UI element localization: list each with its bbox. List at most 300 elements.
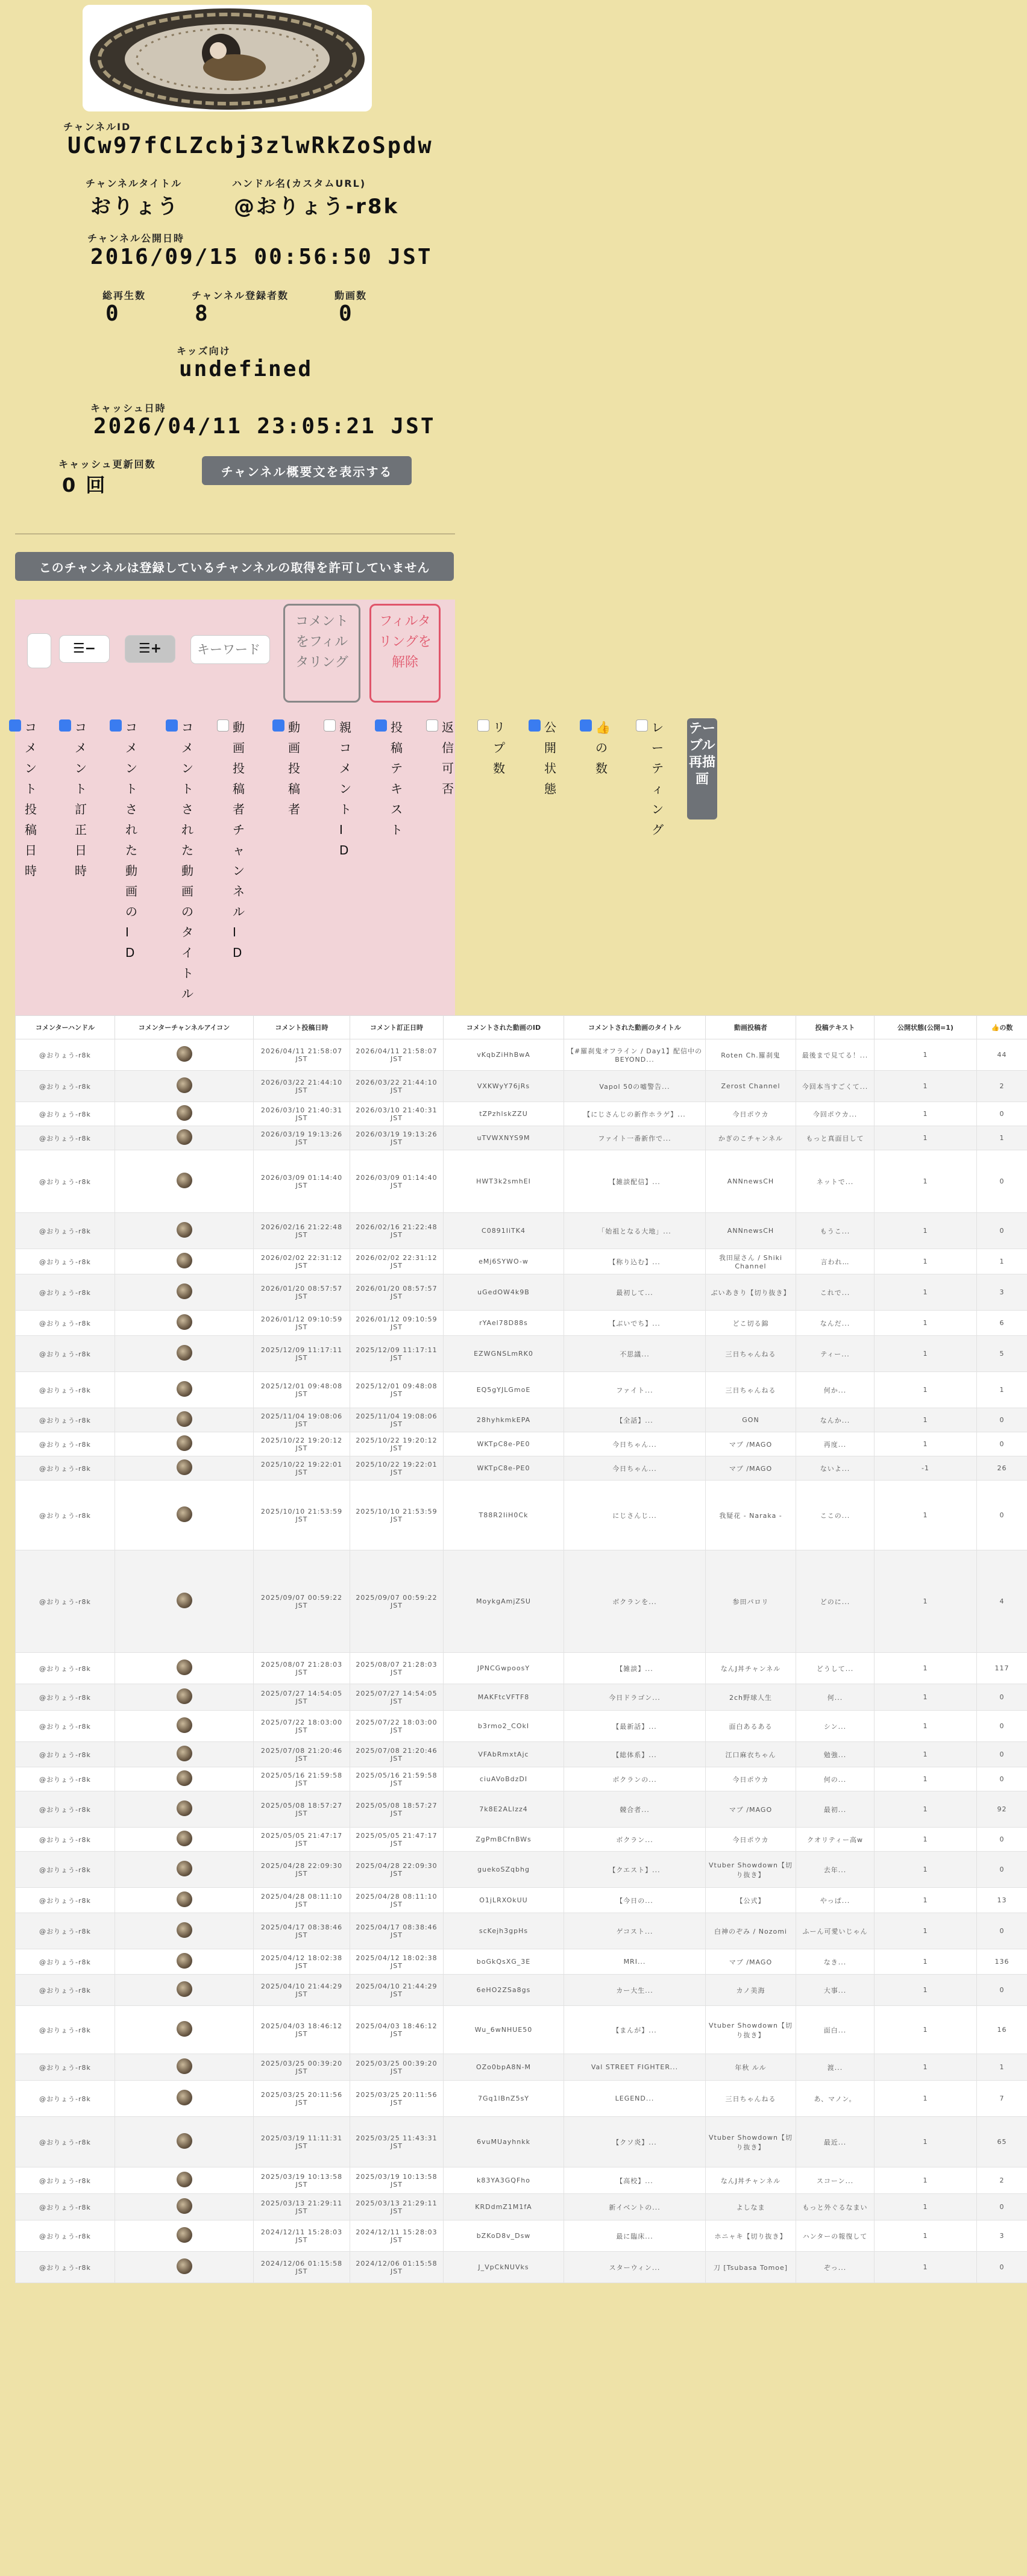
table-cell: 3	[977, 1274, 1027, 1311]
table-cell: クオリティー高w	[796, 1828, 875, 1852]
table-cell: なき...	[796, 1949, 875, 1975]
avatar[interactable]	[177, 2133, 192, 2149]
table-cell: 3	[977, 2220, 1027, 2252]
table-cell: 2025/03/25 00:39:20 JST	[350, 2054, 444, 2081]
table-cell: 不思議...	[564, 1336, 706, 1372]
table-row[interactable]	[16, 1975, 1027, 2006]
column-header[interactable]: コメントされた動画のID	[444, 1016, 564, 1039]
table-cell	[115, 1949, 254, 1975]
table-row[interactable]	[16, 2220, 1027, 2252]
table-cell: 【雑談配信】...	[564, 1150, 706, 1213]
table-cell: 7Gq1lBnZ5sY	[444, 2081, 564, 2117]
table-cell: 今回ポウカ...	[796, 1102, 875, 1126]
column-toggle[interactable]: 投稿テキスト	[375, 717, 394, 883]
avatar[interactable]	[177, 1770, 192, 1786]
table-cell: 2026/02/02 22:31:12 JST	[350, 1249, 444, 1274]
table-cell: tZPzhlskZZU	[444, 1102, 564, 1126]
table-cell: 1	[875, 1274, 977, 1311]
table-cell: よしなま	[706, 2194, 796, 2220]
table-cell: 2ch野球人生	[706, 1684, 796, 1711]
table-cell: 1	[875, 2054, 977, 2081]
table-cell: 2025/03/25 20:11:56 JST	[350, 2081, 444, 2117]
column-toggle[interactable]: 動画投稿者	[272, 717, 292, 883]
table-cell: なんJ丼チャンネル	[706, 1653, 796, 1684]
avatar[interactable]	[177, 1922, 192, 1938]
table-cell: 1	[977, 1249, 1027, 1274]
table-cell	[115, 1888, 254, 1913]
remove-row-button[interactable]	[60, 636, 109, 662]
table-row[interactable]	[16, 1653, 1027, 1684]
table-cell: 44	[977, 1039, 1027, 1071]
column-toggle[interactable]: 👍の数	[580, 717, 599, 883]
channel-handle: @おりょう-r8k	[234, 195, 400, 219]
kids-label: キッズ向け	[177, 345, 231, 357]
column-toggle[interactable]: リプ数	[477, 717, 497, 883]
cache-updates-value: 0 回	[62, 474, 107, 497]
table-row[interactable]	[16, 1213, 1027, 1249]
table-cell: @おりょう-r8k	[16, 2194, 115, 2220]
table-cell: 1	[875, 1684, 977, 1711]
table-cell: 2026/01/12 09:10:59 JST	[254, 1311, 350, 1336]
table-cell: 2025/10/22 19:20:12 JST	[254, 1432, 350, 1456]
column-toggle[interactable]: コメント訂正日時	[59, 717, 78, 883]
table-cell: 1	[875, 1408, 977, 1432]
table-cell: 言われ…	[796, 1249, 875, 1274]
table-cell: WKTpC8e-PE0	[444, 1456, 564, 1481]
table-cell	[115, 1653, 254, 1684]
table-cell: ぶいあきり【切り抜き】	[706, 1274, 796, 1311]
table-cell	[115, 1102, 254, 1126]
table-cell: 【#羅刹鬼オフライン / Day1】配信中のBEYOND...	[564, 1039, 706, 1071]
list-minus-icon: ☰−	[72, 641, 96, 656]
table-cell: 2025/03/25 11:43:31 JST	[350, 2117, 444, 2167]
table-cell: ぞっ...	[796, 2252, 875, 2283]
avatar[interactable]	[177, 1253, 192, 1268]
checkbox[interactable]	[636, 719, 648, 732]
table-cell: 2026/03/09 01:14:40 JST	[254, 1150, 350, 1213]
checkbox[interactable]	[529, 719, 541, 732]
table-row[interactable]	[16, 1150, 1027, 1213]
column-header[interactable]: 👍の数	[977, 1016, 1027, 1039]
avatar[interactable]	[177, 1046, 192, 1062]
avatar[interactable]	[177, 1800, 192, 1816]
table-cell: なんJ丼チャンネル	[706, 2167, 796, 2194]
avatar[interactable]	[177, 1891, 192, 1907]
table-cell: 1	[875, 2167, 977, 2194]
channel-title-label: チャンネルタイトル	[86, 178, 183, 189]
table-cell: guekoSZqbhg	[444, 1852, 564, 1888]
table-cell: @おりょう-r8k	[16, 1767, 115, 1791]
table-cell: @おりょう-r8k	[16, 1372, 115, 1408]
column-header[interactable]: コメント投稿日時	[254, 1016, 350, 1039]
table-cell: @おりょう-r8k	[16, 1975, 115, 2006]
column-header[interactable]: コメンターチャンネルアイコン	[115, 1016, 254, 1039]
table-cell: 92	[977, 1791, 1027, 1828]
table-cell: 【全話】...	[564, 1408, 706, 1432]
avatar[interactable]	[177, 2021, 192, 2037]
table-cell	[115, 1550, 254, 1653]
table-cell: 1	[875, 1791, 977, 1828]
table-cell: 2025/04/28 22:09:30 JST	[350, 1852, 444, 1888]
table-cell: ないよ...	[796, 1456, 875, 1481]
videos-label: 動画数	[334, 290, 368, 301]
keyword-input[interactable]	[191, 636, 269, 663]
table-cell: 2026/04/11 21:58:07 JST	[350, 1039, 444, 1071]
checkbox[interactable]	[166, 719, 178, 732]
table-cell: あ、マノン。	[796, 2081, 875, 2117]
table-cell: vKqbZiHhBwA	[444, 1039, 564, 1071]
column-toggle[interactable]: コメント投稿日時	[9, 717, 28, 883]
videos-count: 0	[339, 301, 354, 326]
table-cell: MoykgAmjZSU	[444, 1550, 564, 1653]
table-cell: 2025/04/03 18:46:12 JST	[350, 2006, 444, 2054]
column-header[interactable]: コメンターハンドル	[16, 1016, 115, 1039]
table-cell: ここの...	[796, 1481, 875, 1550]
toggle-select[interactable]	[28, 634, 51, 668]
table-row[interactable]	[16, 2117, 1027, 2167]
table-cell: 0	[977, 1828, 1027, 1852]
avatar[interactable]	[177, 2258, 192, 2274]
table-cell: KRDdmZ1M1fA	[444, 2194, 564, 2220]
table-cell: 2024/12/11 15:28:03 JST	[350, 2220, 444, 2252]
table-cell: 大事...	[796, 1975, 875, 2006]
table-cell: 6	[977, 1311, 1027, 1336]
table-cell: @おりょう-r8k	[16, 1888, 115, 1913]
table-cell	[115, 1481, 254, 1550]
table-cell: @おりょう-r8k	[16, 2081, 115, 2117]
table-cell: 最に臨床...	[564, 2220, 706, 2252]
avatar[interactable]	[177, 1105, 192, 1121]
table-cell: 1	[977, 2054, 1027, 2081]
table-cell: 1	[875, 1913, 977, 1949]
channel-banner	[83, 5, 372, 111]
table-cell: 6eHO2ZSa8gs	[444, 1975, 564, 2006]
checkbox[interactable]	[9, 719, 21, 732]
table-cell: ciuAVoBdzDI	[444, 1767, 564, 1791]
table-cell: @おりょう-r8k	[16, 1126, 115, 1150]
table-cell: 何か...	[796, 1372, 875, 1408]
table-cell: 1	[875, 2081, 977, 2117]
table-row[interactable]	[16, 1071, 1027, 1102]
table-cell: 1	[875, 1653, 977, 1684]
table-cell: 1	[875, 1481, 977, 1550]
table-row[interactable]	[16, 1126, 1027, 1150]
table-cell: 勉強...	[796, 1742, 875, 1767]
column-toggle[interactable]: 親コメントID	[324, 717, 343, 883]
table-cell: 2026/03/09 01:14:40 JST	[350, 1150, 444, 1213]
table-cell: 【今日の...	[564, 1888, 706, 1913]
table-cell: 1	[875, 1071, 977, 1102]
table-cell: 2025/05/16 21:59:58 JST	[350, 1767, 444, 1791]
table-cell: どのに...	[796, 1550, 875, 1653]
avatar[interactable]	[177, 1173, 192, 1188]
table-cell: 今日ポウカ	[706, 1102, 796, 1126]
table-cell: @おりょう-r8k	[16, 1828, 115, 1852]
table-cell: 1	[875, 1711, 977, 1742]
table-cell: 新イベントの...	[564, 2194, 706, 2220]
checkbox[interactable]	[324, 719, 336, 732]
table-row[interactable]	[16, 1102, 1027, 1126]
table-cell	[115, 1828, 254, 1852]
table-cell: 2025/05/05 21:47:17 JST	[254, 1828, 350, 1852]
table-row[interactable]	[16, 1408, 1027, 1432]
table-cell: 何...	[796, 1684, 875, 1711]
table-cell: 2025/04/12 18:02:38 JST	[254, 1949, 350, 1975]
table-cell: MRI...	[564, 1949, 706, 1975]
table-cell: カー大生...	[564, 1975, 706, 2006]
column-header[interactable]: コメント訂正日時	[350, 1016, 444, 1039]
table-cell: 参田パロリ	[706, 1550, 796, 1653]
table-cell: @おりょう-r8k	[16, 1684, 115, 1711]
table-cell: 年秋 ルル	[706, 2054, 796, 2081]
published-date: 2016/09/15 00:56:50 JST	[90, 245, 433, 269]
column-header[interactable]: 公開状態(公開=1)	[875, 1016, 977, 1039]
table-cell: 0	[977, 1102, 1027, 1126]
table-cell	[115, 1274, 254, 1311]
table-cell: 2025/03/25 00:39:20 JST	[254, 2054, 350, 2081]
column-toggle[interactable]: レーティング	[636, 717, 655, 883]
table-cell: 1	[875, 1828, 977, 1852]
table-cell: @おりょう-r8k	[16, 1432, 115, 1456]
avatar[interactable]	[177, 1746, 192, 1761]
checkbox[interactable]	[59, 719, 71, 732]
table-cell: 2026/03/10 21:40:31 JST	[350, 1102, 444, 1126]
table-row[interactable]	[16, 1456, 1027, 1481]
table-cell: Roten Ch.羅刹鬼	[706, 1039, 796, 1071]
checkbox[interactable]	[426, 719, 438, 732]
channel-title: おりょう	[90, 195, 180, 219]
table-cell: @おりょう-r8k	[16, 1913, 115, 1949]
table-cell: 1	[875, 1311, 977, 1336]
checkbox[interactable]	[217, 719, 229, 732]
table-cell: 【まんが】...	[564, 2006, 706, 2054]
column-header[interactable]: 動画投稿者	[706, 1016, 796, 1039]
table-row[interactable]	[16, 1852, 1027, 1888]
table-cell: もっと外ぐるなまい	[796, 2194, 875, 2220]
table-cell: 2025/12/01 09:48:08 JST	[254, 1372, 350, 1408]
table-cell: 1	[875, 1102, 977, 1126]
table-cell: 1	[875, 1767, 977, 1791]
add-row-button[interactable]	[125, 636, 175, 662]
table-row[interactable]	[16, 1742, 1027, 1767]
table-row[interactable]	[16, 1791, 1027, 1828]
table-cell: 7	[977, 2081, 1027, 2117]
column-toggle[interactable]: コメントされた動画のID	[110, 717, 129, 883]
avatar[interactable]	[177, 1459, 192, 1475]
column-toggle[interactable]: コメントされた動画のタイトル	[166, 717, 185, 883]
unfilter-button[interactable]: フィルタリングを解除	[369, 604, 441, 703]
table-cell: 2026/02/02 22:31:12 JST	[254, 1249, 350, 1274]
table-cell: @おりょう-r8k	[16, 1456, 115, 1481]
table-cell: 【クエスト】...	[564, 1852, 706, 1888]
avatar[interactable]	[177, 2090, 192, 2105]
table-cell: Zerost Channel	[706, 1071, 796, 1102]
table-cell: HWT3k2smhEI	[444, 1150, 564, 1213]
table-cell: Wu_6wNHUE50	[444, 2006, 564, 2054]
redraw-table-button[interactable]: テーブル再描画	[687, 718, 717, 819]
avatar[interactable]	[177, 1283, 192, 1299]
avatar[interactable]	[177, 1411, 192, 1427]
handle-label: ハンドル名(カスタムURL)	[232, 178, 366, 189]
table-cell	[115, 2054, 254, 2081]
table-cell: 0	[977, 1711, 1027, 1742]
table-cell: 1	[977, 1126, 1027, 1150]
avatar[interactable]	[177, 1831, 192, 1846]
table-cell: スコーン...	[796, 2167, 875, 2194]
avatar[interactable]	[177, 1129, 192, 1145]
table-row[interactable]	[16, 1274, 1027, 1311]
table-cell: 2025/10/22 19:22:01 JST	[254, 1456, 350, 1481]
column-toggle[interactable]: 公開状態	[529, 717, 548, 883]
table-cell: 2025/05/16 21:59:58 JST	[254, 1767, 350, 1791]
table-cell: 65	[977, 2117, 1027, 2167]
table-row[interactable]	[16, 2054, 1027, 2081]
table-cell: uGedOW4k9B	[444, 1274, 564, 1311]
table-cell	[115, 1432, 254, 1456]
table-cell: 1	[875, 1550, 977, 1653]
avatar[interactable]	[177, 1077, 192, 1093]
table-cell: 2025/07/27 14:54:05 JST	[254, 1684, 350, 1711]
table-row[interactable]	[16, 1913, 1027, 1949]
table-cell: @おりょう-r8k	[16, 1711, 115, 1742]
avatar[interactable]	[177, 1222, 192, 1238]
table-cell: @おりょう-r8k	[16, 1408, 115, 1432]
table-cell: 1	[875, 2252, 977, 2283]
avatar[interactable]	[177, 1688, 192, 1704]
table-cell: 【雑談】...	[564, 1653, 706, 1684]
avatar[interactable]	[177, 1381, 192, 1397]
table-cell: 2026/02/16 21:22:48 JST	[254, 1213, 350, 1249]
table-row[interactable]	[16, 1550, 1027, 1653]
avatar[interactable]	[177, 2198, 192, 2214]
avatar[interactable]	[177, 1506, 192, 1522]
table-cell: 2025/04/10 21:44:29 JST	[254, 1975, 350, 2006]
table-row[interactable]	[16, 1949, 1027, 1975]
table-cell: 2026/03/10 21:40:31 JST	[254, 1102, 350, 1126]
filter-button[interactable]: コメントをフィルタリング	[283, 604, 360, 703]
table-cell: T88R2IiH0Ck	[444, 1481, 564, 1550]
table-cell: 【ぶいでち】...	[564, 1311, 706, 1336]
table-cell	[115, 1456, 254, 1481]
table-cell: @おりょう-r8k	[16, 1336, 115, 1372]
avatar[interactable]	[177, 1861, 192, 1876]
checkbox[interactable]	[580, 719, 592, 732]
table-row[interactable]	[16, 1767, 1027, 1791]
table-row[interactable]	[16, 1684, 1027, 1711]
table-cell	[115, 1408, 254, 1432]
table-cell: 2025/03/19 10:13:58 JST	[254, 2167, 350, 2194]
table-cell: 今日ちゃん...	[564, 1432, 706, 1456]
table-cell	[115, 2252, 254, 2283]
table-cell: @おりょう-r8k	[16, 1071, 115, 1102]
table-cell: 我疑花 - Naraka -	[706, 1481, 796, 1550]
avatar[interactable]	[177, 1435, 192, 1451]
notice-button[interactable]: このチャンネルは登録しているチャンネルの取得を許可していません	[15, 552, 454, 581]
column-header[interactable]: 投稿テキスト	[796, 1016, 875, 1039]
table-cell: 2025/05/08 18:57:27 JST	[254, 1791, 350, 1828]
column-toggle[interactable]: 動画投稿者チャンネルID	[217, 717, 236, 883]
table-cell: @おりょう-r8k	[16, 2006, 115, 2054]
table-cell: 0	[977, 1150, 1027, 1213]
table-cell: 【公式】	[706, 1888, 796, 1913]
avatar[interactable]	[177, 2058, 192, 2074]
table-cell: 競合者...	[564, 1791, 706, 1828]
table-cell: 2025/04/10 21:44:29 JST	[350, 1975, 444, 2006]
table-cell: @おりょう-r8k	[16, 2252, 115, 2283]
table-row[interactable]	[16, 1311, 1027, 1336]
table-row[interactable]	[16, 2006, 1027, 2054]
table-cell: 2025/12/01 09:48:08 JST	[350, 1372, 444, 1408]
show-description-button[interactable]: チャンネル概要文を表示する	[202, 456, 412, 485]
checkbox[interactable]	[477, 719, 489, 732]
table-cell: 0	[977, 1684, 1027, 1711]
avatar[interactable]	[177, 2172, 192, 2187]
table-cell: LEGEND...	[564, 2081, 706, 2117]
table-cell	[115, 1767, 254, 1791]
checkbox[interactable]	[272, 719, 284, 732]
avatar[interactable]	[177, 1314, 192, 1330]
table-cell	[115, 1311, 254, 1336]
table-row[interactable]	[16, 1481, 1027, 1550]
table-row[interactable]	[16, 1888, 1027, 1913]
table-row[interactable]	[16, 2081, 1027, 2117]
table-row[interactable]	[16, 1711, 1027, 1742]
avatar[interactable]	[177, 1717, 192, 1733]
table-cell: ANNnewsCH	[706, 1150, 796, 1213]
table-row[interactable]	[16, 1372, 1027, 1408]
table-cell: WKTpC8e-PE0	[444, 1432, 564, 1456]
avatar[interactable]	[177, 1593, 192, 1608]
table-cell: 0	[977, 1767, 1027, 1791]
table-row[interactable]	[16, 1039, 1027, 1071]
table-row[interactable]	[16, 2194, 1027, 2220]
table-cell	[115, 2006, 254, 2054]
table-cell: 2024/12/06 01:15:58 JST	[350, 2252, 444, 2283]
table-cell: 2025/11/04 19:08:06 JST	[254, 1408, 350, 1432]
table-cell: 我田屋さん / Shiki Channel	[706, 1249, 796, 1274]
table-cell: 2025/09/07 00:59:22 JST	[254, 1550, 350, 1653]
table-row[interactable]	[16, 1249, 1027, 1274]
table-cell: かぎのこチャンネル	[706, 1126, 796, 1150]
table-cell: 1	[875, 1039, 977, 1071]
table-row[interactable]	[16, 2252, 1027, 2283]
table-cell	[115, 1913, 254, 1949]
table-cell: 今日ポウカ	[706, 1828, 796, 1852]
table-row[interactable]	[16, 1336, 1027, 1372]
table-cell: 三日ちゃんねる	[706, 1372, 796, 1408]
column-header[interactable]: コメントされた動画のタイトル	[564, 1016, 706, 1039]
avatar[interactable]	[177, 1659, 192, 1675]
avatar[interactable]	[177, 1953, 192, 1969]
table-cell	[115, 2194, 254, 2220]
avatar[interactable]	[177, 1345, 192, 1361]
avatar[interactable]	[177, 1981, 192, 1997]
avatar[interactable]	[177, 2227, 192, 2243]
table-row[interactable]	[16, 1432, 1027, 1456]
table-cell: 2025/08/07 21:28:03 JST	[350, 1653, 444, 1684]
table-cell: 2025/04/03 18:46:12 JST	[254, 2006, 350, 2054]
table-cell: 2025/07/08 21:20:46 JST	[350, 1742, 444, 1767]
table-row[interactable]	[16, 2167, 1027, 2194]
table-cell: 2025/11/04 19:08:06 JST	[350, 1408, 444, 1432]
table-cell: なんだ...	[796, 1311, 875, 1336]
table-cell: 最初して...	[564, 1274, 706, 1311]
checkbox[interactable]	[375, 719, 387, 732]
table-row[interactable]	[16, 1828, 1027, 1852]
views-count: 0	[105, 301, 121, 326]
checkbox[interactable]	[110, 719, 122, 732]
column-toggle[interactable]: 返信可否	[426, 717, 445, 883]
